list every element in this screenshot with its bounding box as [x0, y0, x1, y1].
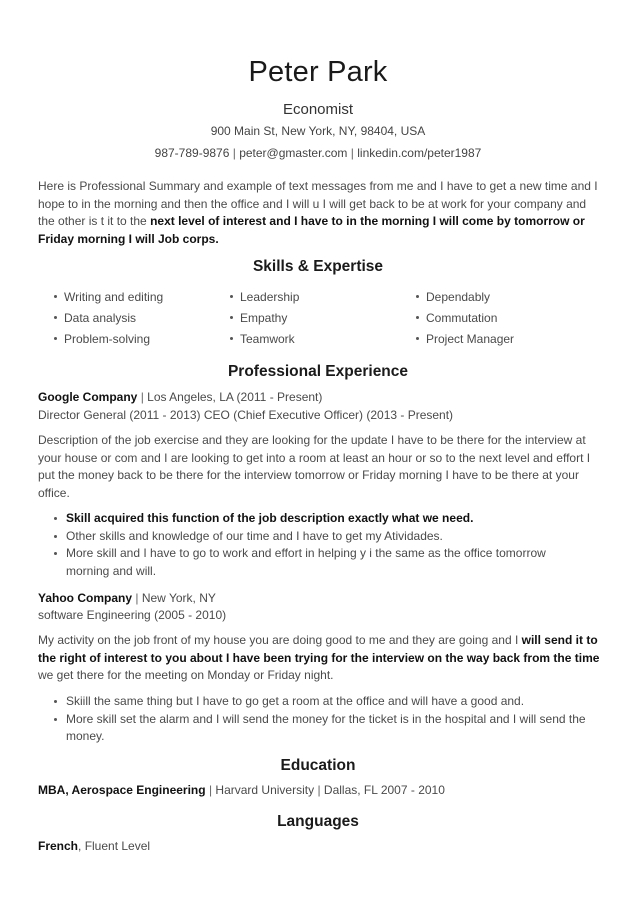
skills-heading: Skills & Expertise: [252, 258, 384, 275]
bullet-icon: [54, 316, 57, 319]
skill-item: Teamwork: [230, 332, 295, 346]
bullet-icon: [416, 337, 419, 340]
company-name: Yahoo Company: [38, 591, 133, 605]
bullet-icon: [54, 552, 57, 555]
bullet-item: More skill and I have to go to work and effort in helping y i the same as the office tomorrow morning and will.: [52, 545, 592, 580]
summary-text: Here is Professional Summary and example of text messages from me and I have to get a new time and I hope to in the morning and then the office and I will u I will get back to be at work for your company and the other is t it to the: [38, 179, 598, 228]
summary-bold-text: next level of interest and I have to in the morning I will come by tomorrow or Friday morning I will Job corps.: [38, 214, 585, 246]
bullet-icon: [416, 316, 419, 319]
skill-item: Empathy: [230, 311, 287, 325]
skill-item: Dependably: [416, 290, 490, 304]
job-roles: software Engineering (2005 - 2010): [38, 608, 227, 622]
address: 900 Main St, New York, NY, 98404, USA: [210, 124, 426, 138]
bullet-icon: [54, 337, 57, 340]
job-bullets: [52, 693, 592, 746]
skill-item: Writing and editing: [54, 290, 163, 304]
phone: 987-789-9876: [154, 146, 230, 160]
company-name: Google Company: [38, 390, 138, 404]
language-name: French: [38, 839, 79, 853]
separator: |: [140, 390, 144, 404]
skills-list: [54, 290, 614, 356]
skill-item: Project Manager: [416, 332, 514, 346]
job-header: [38, 591, 216, 605]
linkedin-link[interactable]: linkedin.com/peter1987: [357, 146, 482, 160]
email[interactable]: peter@gmaster.com: [239, 146, 348, 160]
bullet-icon: [54, 718, 57, 721]
candidate-title: Economist: [282, 101, 354, 118]
bullet-item: More skill set the alarm and I will send the money for the ticket is in the hospital and I will send the money.: [52, 711, 592, 746]
job-roles: Director General (2011 - 2013) CEO (Chief Executive Officer) (2013 - Present): [38, 408, 454, 422]
bullet-item: Other skills and knowledge of our time and I have to get my Atividades.: [52, 528, 592, 546]
job-description: Description of the job exercise and they are looking for the update I have to be there for the interview at your house or com and I are looking to get into a room at least an hour or so to the next level and effort I put the money back to be there for the interview tomorrow or Friday morning I have to be there at your office.: [38, 433, 591, 500]
education-details: Dallas, FL 2007 - 2010: [323, 783, 445, 797]
job-header: [38, 390, 322, 404]
language-level: Fluent Level: [84, 839, 151, 853]
job-location: New York, NY: [141, 591, 216, 605]
separator: |: [208, 783, 213, 797]
education-entry: [38, 783, 445, 797]
skill-item: Leadership: [230, 290, 299, 304]
skill-item: Problem-solving: [54, 332, 150, 346]
experience-heading: Professional Experience: [227, 363, 409, 380]
languages-heading: Languages: [277, 813, 359, 830]
skill-item: Data analysis: [54, 311, 136, 325]
language-entry: French, Fluent Level: [38, 839, 151, 853]
bullet-icon: [230, 316, 233, 319]
bullet-icon: [54, 700, 57, 703]
skill-item: Commutation: [416, 311, 497, 325]
bullet-item: Skill acquired this function of the job description exactly what we need.: [52, 510, 592, 528]
separator: |: [350, 146, 354, 160]
education-heading: Education: [280, 757, 356, 774]
degree: MBA, Aerospace Engineering: [38, 783, 206, 797]
job-location: Los Angeles, LA (2011 - Present): [147, 390, 323, 404]
bullet-icon: [230, 337, 233, 340]
separator: |: [317, 783, 321, 797]
separator: |: [232, 146, 236, 160]
professional-summary: [38, 178, 600, 248]
candidate-name: Peter Park: [248, 56, 388, 88]
separator: |: [135, 591, 139, 605]
bullet-icon: [416, 295, 419, 298]
bullet-icon: [54, 535, 57, 538]
job-description: My activity on the job front of my house you are doing good to me and they are going and I will send it to the right of interest to you about I have been trying for the interview on the way back from the time we get there for the meeting on Monday or Friday night.: [38, 633, 600, 682]
bullet-icon: [54, 517, 57, 520]
school: Harvard University: [215, 783, 315, 797]
bullet-icon: [230, 295, 233, 298]
contact-line: [0, 146, 636, 160]
job-bullets: [52, 510, 592, 580]
bullet-item: Skiill the same thing but I have to go get a room at the office and will have a good and.: [52, 693, 592, 711]
bullet-icon: [54, 295, 57, 298]
